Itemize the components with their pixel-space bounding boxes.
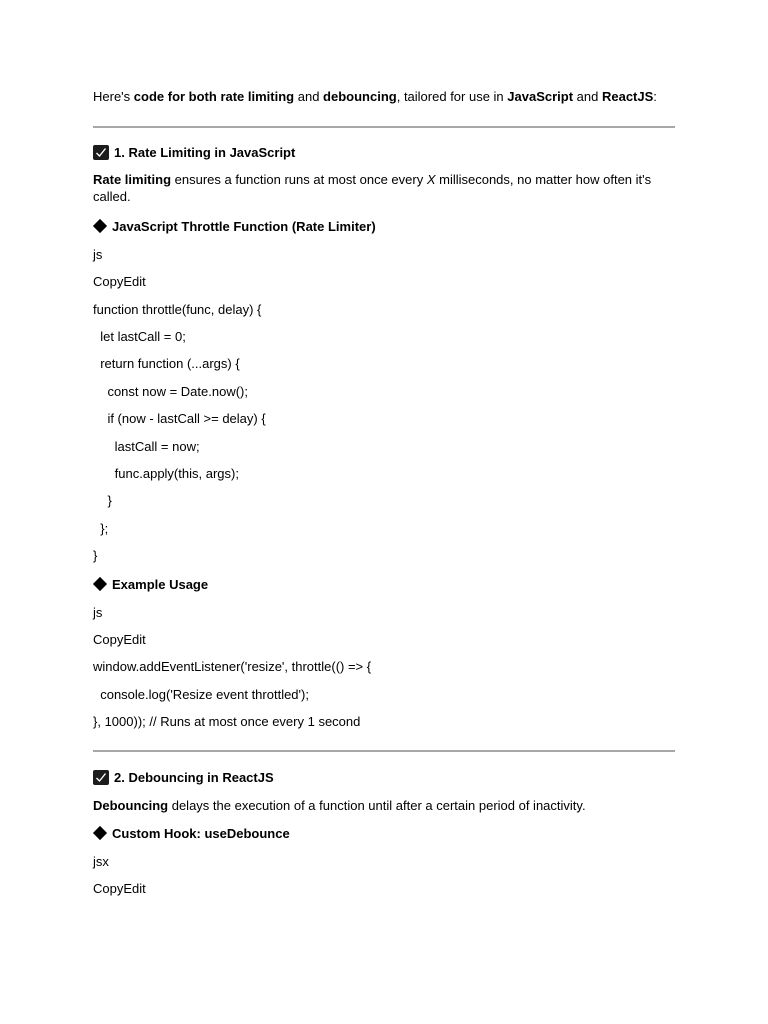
intro-paragraph: Here's code for both rate limiting and debouncing, tailored for use in JavaScript and ReactJS: (93, 89, 657, 104)
code-language-label: jsx (93, 854, 109, 869)
code-line: return function (...args) { (93, 356, 240, 371)
copy-edit-button[interactable]: CopyEdit (93, 632, 146, 647)
code-line: function throttle(func, delay) { (93, 302, 262, 317)
code-language-label: js (93, 605, 103, 620)
code-line: let lastCall = 0; (93, 329, 186, 344)
code-line: func.apply(this, args); (93, 466, 239, 481)
code-line: console.log('Resize event throttled'); (93, 687, 309, 702)
code-line: }, 1000)); // Runs at most once every 1 second (93, 714, 361, 729)
section-heading-rate-limiting: 1. Rate Limiting in JavaScript (93, 144, 295, 161)
code-line: const now = Date.now(); (93, 384, 248, 399)
horizontal-divider (93, 126, 675, 128)
rate-limiting-description: Rate limiting ensures a function runs at most once every X milliseconds, no matter how often it's called. (93, 172, 652, 204)
horizontal-divider (93, 750, 675, 752)
code-line: lastCall = now; (93, 439, 200, 454)
black-diamond-icon (93, 826, 107, 840)
code-line: } (93, 493, 112, 508)
subheading-example-usage: Example Usage (93, 576, 208, 593)
code-line: }; (93, 521, 109, 536)
subheading-use-debounce: Custom Hook: useDebounce (93, 825, 290, 842)
check-mark-button-icon (93, 770, 109, 785)
code-language-label: js (93, 247, 103, 262)
code-line: if (now - lastCall >= delay) { (93, 411, 266, 426)
copy-edit-button[interactable]: CopyEdit (93, 881, 146, 896)
subheading-throttle-function: JavaScript Throttle Function (Rate Limiter) (93, 218, 376, 235)
copy-edit-button[interactable]: CopyEdit (93, 274, 146, 289)
code-line: } (93, 548, 98, 563)
black-diamond-icon (93, 219, 107, 233)
black-diamond-icon (93, 577, 107, 591)
code-line: window.addEventListener('resize', throttle(() => { (93, 659, 372, 674)
debouncing-description: Debouncing delays the execution of a function until after a certain period of inactivity. (93, 798, 586, 813)
section-heading-debouncing: 2. Debouncing in ReactJS (93, 769, 274, 786)
check-mark-button-icon (93, 145, 109, 160)
